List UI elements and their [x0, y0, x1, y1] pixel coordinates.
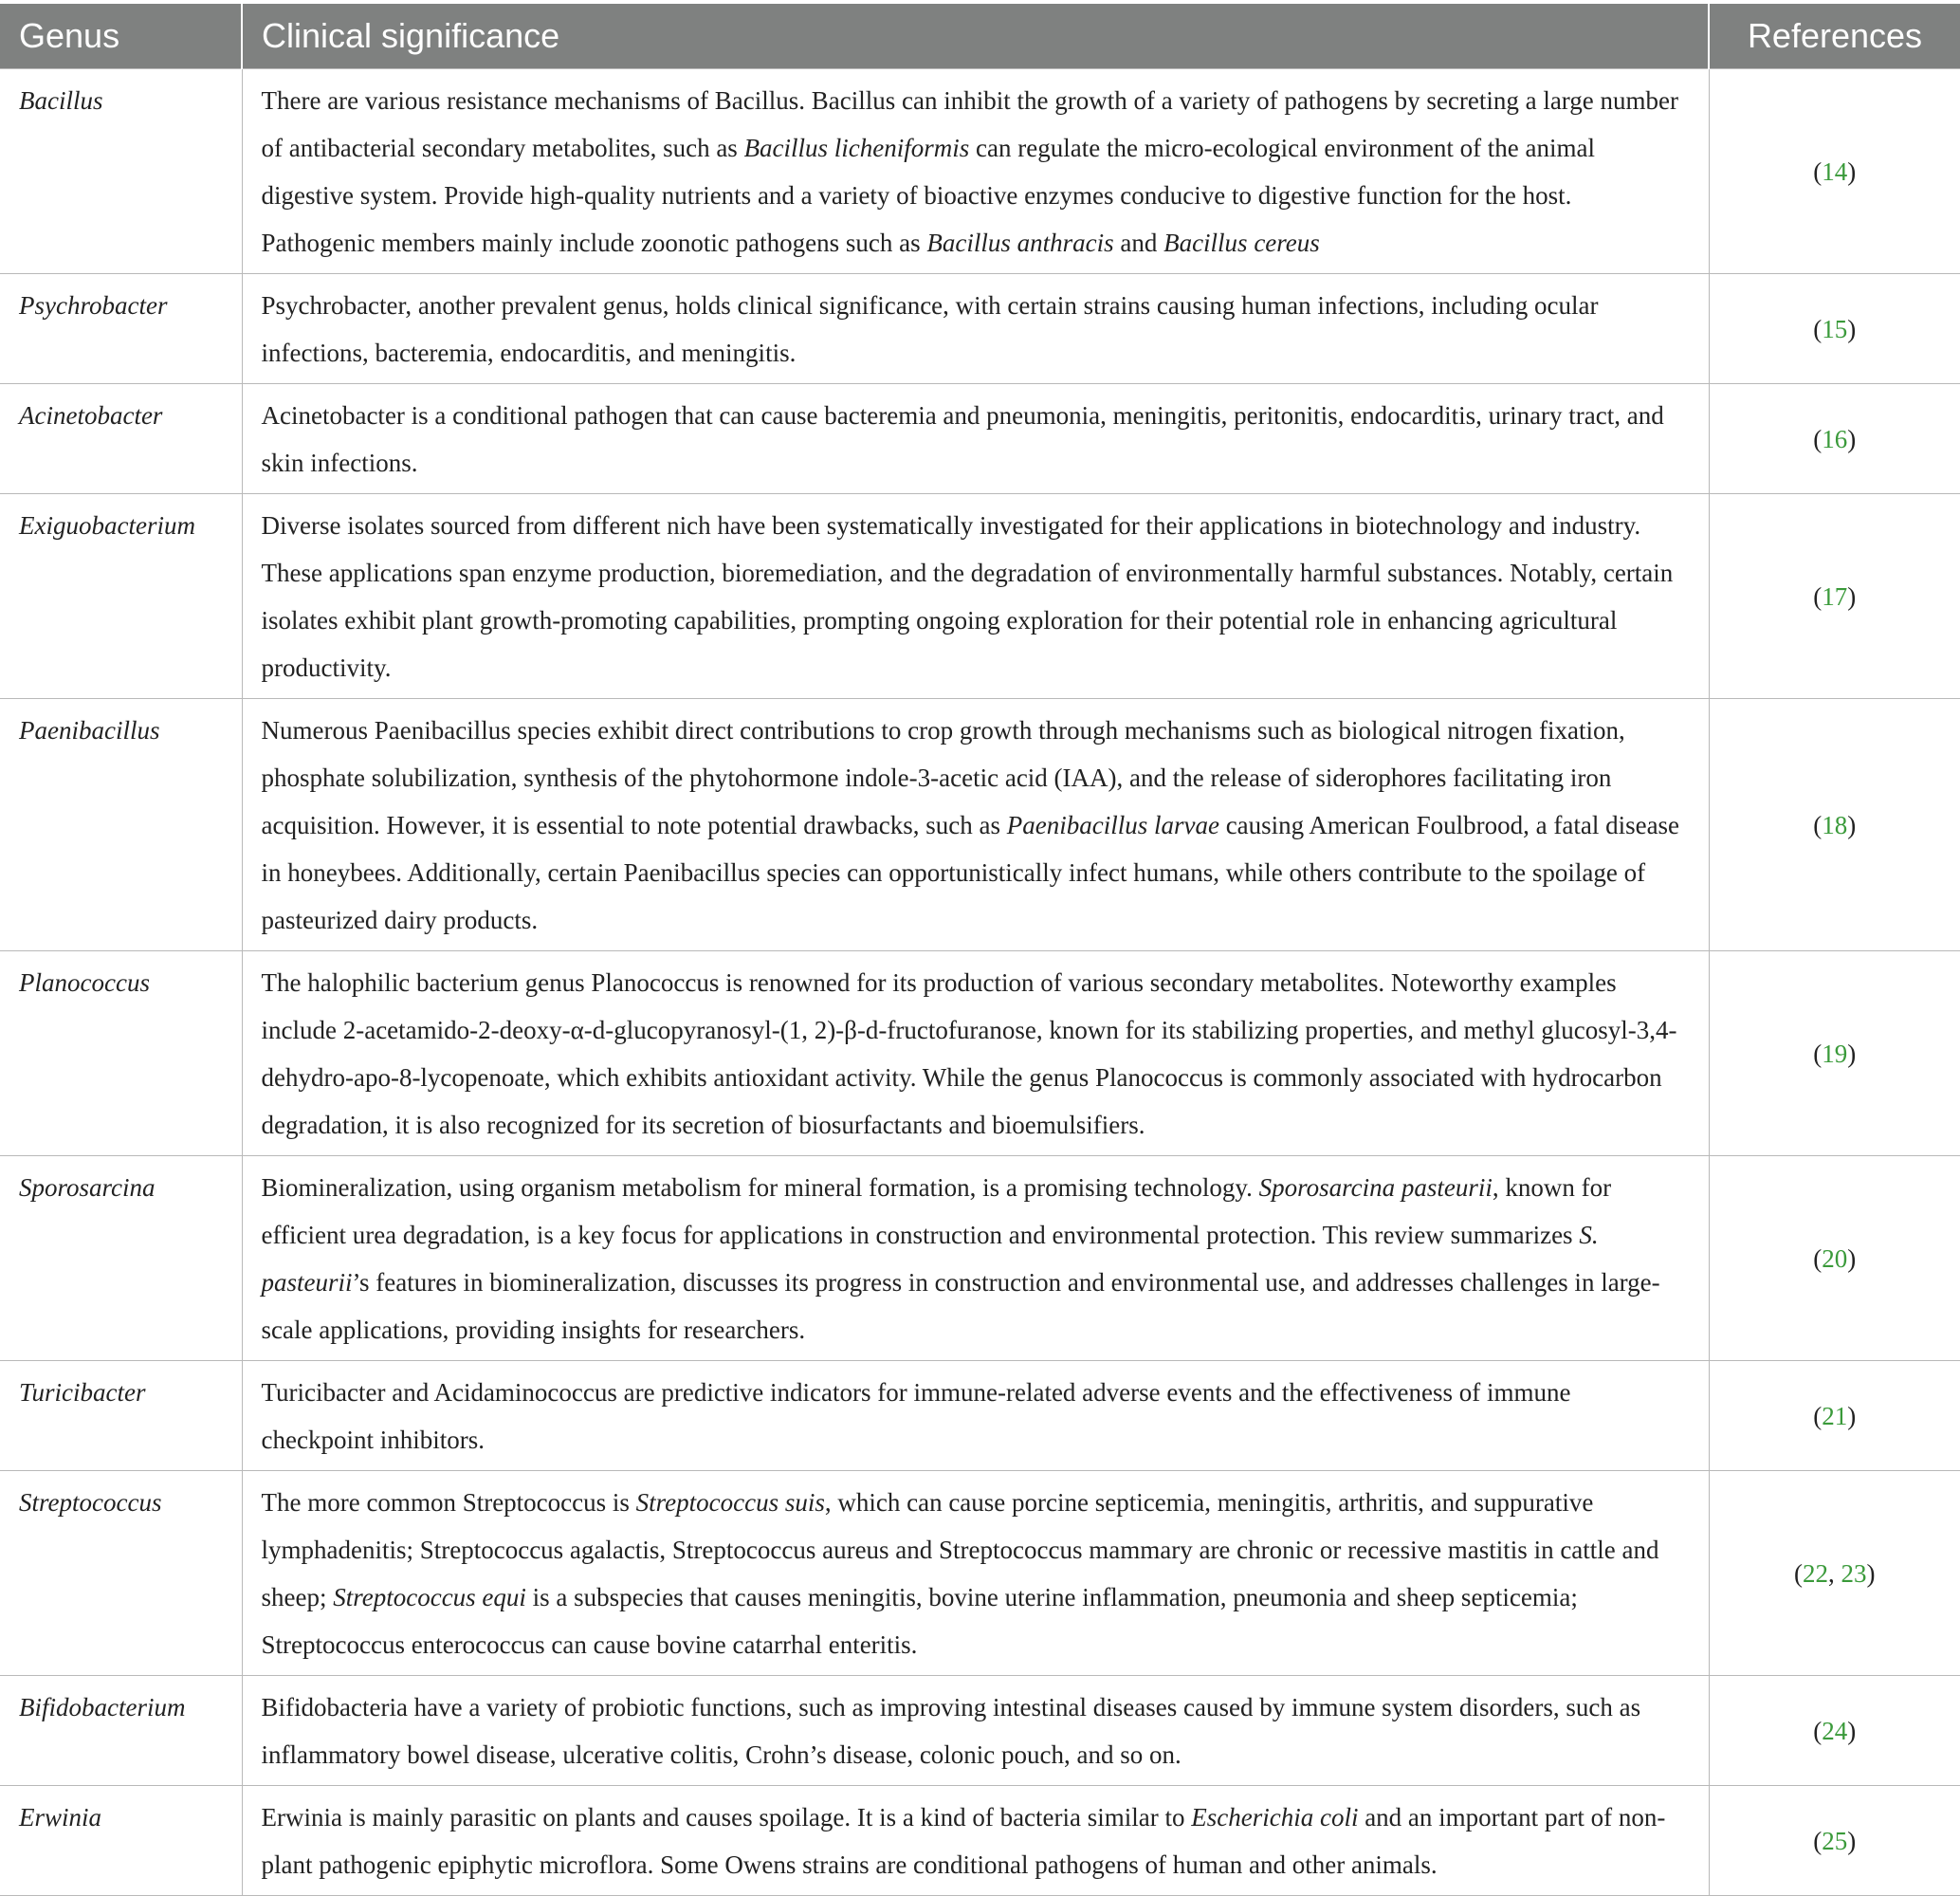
- clinical-significance-cell: [242, 951, 1709, 1156]
- table-row: [0, 384, 1960, 494]
- text-segment: , known for efficient urea degradation, is a key focus for applications in construction and environmental protection. This review summarizes: [261, 1173, 1612, 1249]
- references-cell: (14): [1709, 69, 1960, 274]
- table-row: [0, 69, 1960, 274]
- text-segment: Numerous Paenibacillus species exhibit direct contributions to crop growth through mechanisms such as biological nitrogen fixation, phosphate solubilization, synthesis of the phytohormone indole-3-acetic acid (IAA), and the release of siderophores facilitating iron acquisition. However, it is essential to note potential drawbacks, such as: [261, 716, 1625, 839]
- text-segment: Psychrobacter, another prevalent genus, holds clinical significance, with certain strains causing human infections, including ocular infections, bacteremia, endocarditis, and meningitis.: [261, 291, 1599, 367]
- species-name: Paenibacillus larvae: [1006, 811, 1219, 839]
- text-segment: is a subspecies that causes meningitis, bovine uterine inflammation, pneumonia and sheep septicemia; Streptococcus enterococcus can cause bovine catarrhal enteritis.: [261, 1583, 1578, 1659]
- text-segment: There are various resistance mechanisms of Bacillus. Bacillus can inhibit the growth of a variety of pathogens by secreting a large number of antibacterial secondary metabolites, such as: [261, 86, 1679, 162]
- references-cell: (20): [1709, 1156, 1960, 1361]
- reference-link[interactable]: 15: [1822, 315, 1848, 343]
- references-cell: (16): [1709, 384, 1960, 494]
- genus-cell: Streptococcus: [0, 1471, 242, 1676]
- references-cell: (22, 23): [1709, 1471, 1960, 1676]
- genus-cell: Turicibacter: [0, 1361, 242, 1471]
- species-name: Bacillus anthracis: [926, 229, 1114, 257]
- clinical-significance-cell: [242, 1676, 1709, 1786]
- text-segment: ’s features in biomineralization, discusses its progress in construction and environmental use, and addresses challenges in large-scale applications, providing insights for researchers.: [261, 1268, 1660, 1344]
- text-segment: Turicibacter and Acidaminococcus are predictive indicators for immune-related adverse events and the effectiveness of immune checkpoint inhibitors.: [261, 1378, 1571, 1454]
- genus-cell: Exiguobacterium: [0, 494, 242, 699]
- column-header-genus: Genus: [0, 4, 242, 69]
- reference-link[interactable]: 24: [1822, 1717, 1848, 1745]
- text-segment: Bifidobacteria have a variety of probiotic functions, such as improving intestinal diseases caused by immune system disorders, such as inflammatory bowel disease, ulcerative colitis, Crohn’s disease, colonic pouch, and so on.: [261, 1693, 1641, 1769]
- species-name: Streptococcus suis: [635, 1488, 825, 1517]
- clinical-significance-cell: [242, 274, 1709, 384]
- references-cell: (24): [1709, 1676, 1960, 1786]
- references-cell: (21): [1709, 1361, 1960, 1471]
- reference-link[interactable]: 16: [1822, 425, 1848, 453]
- clinical-significance-cell: [242, 1471, 1709, 1676]
- reference-link[interactable]: 22: [1803, 1559, 1828, 1588]
- species-name: Streptococcus equi: [333, 1583, 526, 1611]
- references-cell: (17): [1709, 494, 1960, 699]
- text-segment: and an important part of non-plant pathogenic epiphytic microflora. Some Owens strains are conditional pathogens of human and other animals.: [261, 1803, 1666, 1879]
- table-row: [0, 1676, 1960, 1786]
- clinical-significance-cell: [242, 384, 1709, 494]
- genus-cell: Planococcus: [0, 951, 242, 1156]
- text-segment: Diverse isolates sourced from different nich have been systematically investigated for their applications in biotechnology and industry. These applications span enzyme production, bioremediation, and the degradation of environmentally harmful substances. Notably, certain isolates exhibit plant growth-promoting capabilities, prompting ongoing exploration for their potential role in enhancing agricultural productivity.: [261, 511, 1674, 682]
- species-name: Sporosarcina pasteurii: [1258, 1173, 1493, 1202]
- table-row: [0, 951, 1960, 1156]
- text-segment: , which can cause porcine septicemia, meningitis, arthritis, and suppurative lymphadenitis; Streptococcus agalactis, Streptococcus aureus and Streptococcus mammary are chronic or recessive mastitis in cattle and sheep;: [261, 1488, 1659, 1611]
- references-cell: (19): [1709, 951, 1960, 1156]
- reference-link[interactable]: 25: [1822, 1827, 1848, 1855]
- table-body: [0, 69, 1960, 1896]
- references-cell: (15): [1709, 274, 1960, 384]
- references-cell: (18): [1709, 699, 1960, 951]
- table-row: [0, 1786, 1960, 1896]
- genus-cell: Bacillus: [0, 69, 242, 274]
- reference-link[interactable]: 14: [1822, 157, 1848, 186]
- table-row: [0, 1471, 1960, 1676]
- genus-cell: Paenibacillus: [0, 699, 242, 951]
- clinical-significance-cell: [242, 699, 1709, 951]
- text-segment: causing American Foulbrood, a fatal disease in honeybees. Additionally, certain Paenibacillus species can opportunistically infect humans, while others contribute to the spoilage of pasteurized dairy products.: [261, 811, 1680, 934]
- reference-link[interactable]: 19: [1822, 1040, 1848, 1068]
- text-segment: can regulate the micro-ecological environment of the animal digestive system. Provide high-quality nutrients and a variety of bioactive enzymes conducive to digestive function for the host. Pathogenic members mainly include zoonotic pathogens such as: [261, 134, 1596, 257]
- table-row: [0, 494, 1960, 699]
- table-row: [0, 1156, 1960, 1361]
- clinical-significance-cell: [242, 1361, 1709, 1471]
- text-segment: Erwinia is mainly parasitic on plants and causes spoilage. It is a kind of bacteria similar to: [261, 1803, 1192, 1832]
- genus-cell: Acinetobacter: [0, 384, 242, 494]
- references-cell: (25): [1709, 1786, 1960, 1896]
- header-row: [0, 4, 1960, 69]
- genus-cell: Psychrobacter: [0, 274, 242, 384]
- table-row: [0, 1361, 1960, 1471]
- text-segment: Acinetobacter is a conditional pathogen that can cause bacteremia and pneumonia, meningitis, peritonitis, endocarditis, urinary tract, and skin infections.: [261, 401, 1664, 477]
- column-header-clinical-significance: Clinical significance: [242, 4, 1709, 69]
- clinical-significance-cell: [242, 1786, 1709, 1896]
- genus-cell: Erwinia: [0, 1786, 242, 1896]
- genus-cell: Bifidobacterium: [0, 1676, 242, 1786]
- text-segment: The halophilic bacterium genus Planococcus is renowned for its production of various secondary metabolites. Noteworthy examples include 2-acetamido-2-deoxy-α-d-glucopyranosyl-(1, 2)-β-d-fructofuranose, known for its stabilizing properties, and methyl glucosyl-3,4-dehydro-apo-8-lycopenoate, which exhibits antioxidant activity. While the genus Planococcus is commonly associated with hydrocarbon degradation, it is also recognized for its secretion of biosurfactants and bioemulsifiers.: [261, 968, 1677, 1139]
- column-header-references: References: [1709, 4, 1960, 69]
- table-row: [0, 274, 1960, 384]
- reference-link[interactable]: 20: [1822, 1244, 1848, 1273]
- data-table: [0, 4, 1960, 1896]
- reference-link[interactable]: 21: [1822, 1402, 1848, 1430]
- text-segment: The more common Streptococcus is: [261, 1488, 636, 1517]
- clinical-significance-cell: [242, 1156, 1709, 1361]
- species-name: Escherichia coli: [1191, 1803, 1359, 1832]
- table-row: [0, 699, 1960, 951]
- species-name: Bacillus licheniformis: [743, 134, 970, 162]
- text-segment: Biomineralization, using organism metabolism for mineral formation, is a promising technology.: [261, 1173, 1259, 1202]
- reference-link[interactable]: 18: [1822, 811, 1848, 839]
- species-name: S. pasteurii: [261, 1221, 1599, 1297]
- reference-link[interactable]: 23: [1841, 1559, 1867, 1588]
- text-segment: and: [1113, 229, 1164, 257]
- clinical-significance-cell: [242, 494, 1709, 699]
- clinical-significance-cell: [242, 69, 1709, 274]
- reference-link[interactable]: 17: [1822, 582, 1848, 611]
- species-name: Bacillus cereus: [1163, 229, 1320, 257]
- genus-cell: Sporosarcina: [0, 1156, 242, 1361]
